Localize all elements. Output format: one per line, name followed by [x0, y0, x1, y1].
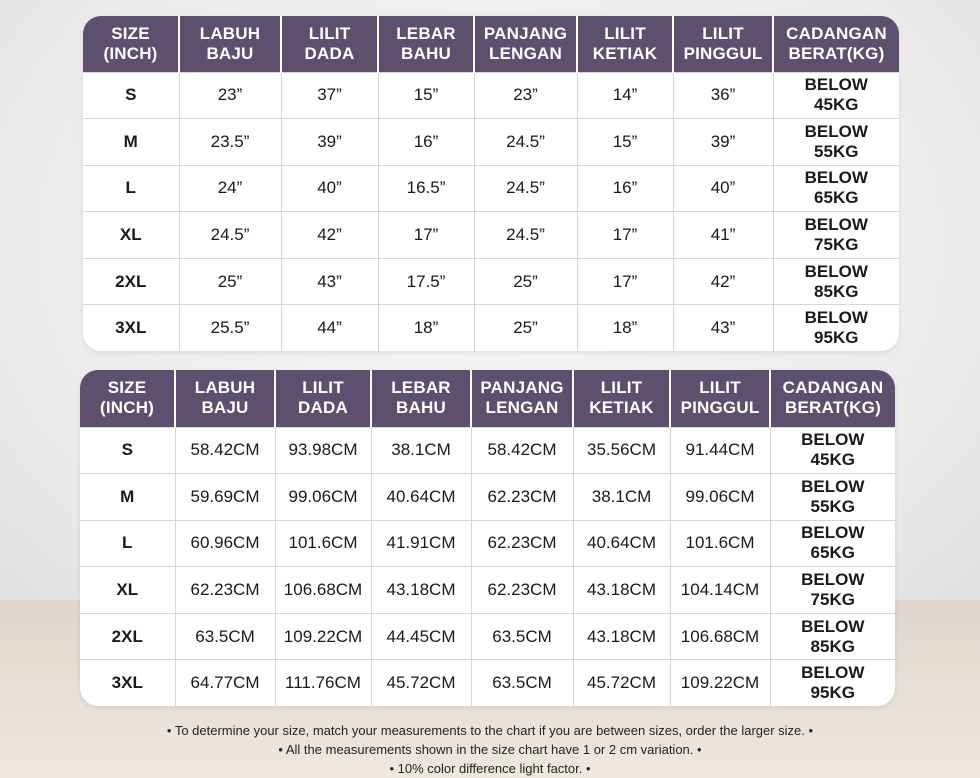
weight-line: BELOW [801, 476, 865, 496]
measurement-cell: 60.96CM [175, 520, 275, 567]
measurement-cell: 17” [378, 212, 474, 259]
measurement-cell: 43” [281, 258, 378, 305]
header-line: KETIAK [592, 43, 658, 63]
header-line: BERAT(KG) [788, 43, 885, 63]
header-line: PANJANG [480, 378, 564, 398]
header-lilit-ketiak [573, 370, 670, 427]
header-line: SIZE [111, 23, 150, 43]
header-line: BAJU [206, 43, 254, 63]
measurement-cell: 58.42CM [175, 427, 275, 474]
table-row [83, 305, 899, 351]
table-row [80, 567, 895, 614]
measurement-cell: 109.22CM [275, 613, 371, 660]
header-cadangan-berat [773, 16, 899, 72]
measurement-cell: 43.18CM [371, 567, 471, 614]
table-row [80, 427, 895, 474]
weight-line: BELOW [801, 523, 865, 543]
measurement-cell: 16” [378, 119, 474, 166]
weight-line: BELOW [804, 215, 868, 235]
measurement-cell: 62.23CM [471, 474, 573, 521]
weight-line: 45KG [810, 450, 855, 470]
header-lebar-bahu [371, 370, 471, 427]
table-row [83, 119, 899, 166]
weight-line: 45KG [814, 95, 859, 115]
header-panjang-lengan [474, 16, 577, 72]
measurement-cell: 43” [673, 305, 773, 351]
measurement-cell: 40.64CM [371, 474, 471, 521]
size-cell: XL [83, 212, 179, 259]
measurement-cell: 62.23CM [175, 567, 275, 614]
header-cadangan-berat [770, 370, 895, 427]
header-line: (INCH) [99, 398, 155, 418]
measurement-cell: 111.76CM [275, 660, 371, 706]
weight-line: 75KG [810, 590, 855, 610]
weight-cell [773, 119, 899, 166]
measurement-cell: 99.06CM [670, 474, 770, 521]
header-line: CADANGAN [786, 23, 887, 43]
weight-cell [770, 474, 895, 521]
measurement-cell: 63.5CM [471, 613, 573, 660]
weight-line: 65KG [810, 543, 855, 563]
measurement-cell: 15” [577, 119, 673, 166]
size-cell: S [80, 427, 175, 474]
weight-line: BELOW [804, 261, 868, 281]
measurement-cell: 16” [577, 165, 673, 212]
weight-line: 85KG [814, 281, 859, 301]
measurement-cell: 64.77CM [175, 660, 275, 706]
weight-cell [773, 212, 899, 259]
size-chart-inch [83, 16, 899, 351]
measurement-cell: 104.14CM [670, 567, 770, 614]
header-panjang-lengan [471, 370, 573, 427]
measurement-cell: 41.91CM [371, 520, 471, 567]
table-row [83, 72, 899, 119]
header-line: LEBAR [396, 23, 456, 43]
measurement-cell: 23” [179, 72, 281, 119]
weight-line: 65KG [814, 188, 859, 208]
size-cell: M [80, 474, 175, 521]
measurement-cell: 43.18CM [573, 567, 670, 614]
measurement-cell: 25” [179, 258, 281, 305]
header-lebar-bahu [378, 16, 474, 72]
measurement-cell: 41” [673, 212, 773, 259]
measurement-cell: 63.5CM [175, 613, 275, 660]
weight-line: 85KG [810, 636, 855, 656]
measurement-cell: 23” [474, 72, 577, 119]
header-line: DADA [304, 43, 355, 63]
table-row [83, 212, 899, 259]
weight-cell [770, 520, 895, 567]
header-lilit-pinggul [673, 16, 773, 72]
size-cell: 2XL [80, 613, 175, 660]
size-cell: M [83, 119, 179, 166]
header-size [83, 16, 179, 72]
weight-line: 55KG [810, 496, 855, 516]
weight-line: BELOW [801, 616, 865, 636]
measurement-cell: 62.23CM [471, 567, 573, 614]
measurement-cell: 36” [673, 72, 773, 119]
measurement-cell: 25” [474, 305, 577, 351]
header-line: DADA [298, 398, 348, 418]
measurement-cell: 44.45CM [371, 613, 471, 660]
measurement-cell: 40” [673, 165, 773, 212]
size-chart-cm [80, 370, 895, 706]
header-line: BAJU [201, 398, 249, 418]
weight-cell [770, 660, 895, 706]
measurement-cell: 35.56CM [573, 427, 670, 474]
header-line: LABUH [199, 23, 261, 43]
weight-line: 55KG [814, 141, 859, 161]
measurement-cell: 109.22CM [670, 660, 770, 706]
measurement-cell: 17.5” [378, 258, 474, 305]
measurement-cell: 37” [281, 72, 378, 119]
header-row [83, 16, 899, 72]
weight-line: BELOW [804, 308, 868, 328]
header-line: BAHU [401, 43, 451, 63]
measurement-cell: 42” [281, 212, 378, 259]
measurement-cell: 14” [577, 72, 673, 119]
weight-cell [770, 613, 895, 660]
table-row [83, 258, 899, 305]
header-line: LENGAN [485, 398, 559, 418]
header-line: CADANGAN [782, 378, 884, 398]
measurement-cell: 24.5” [474, 119, 577, 166]
weight-line: BELOW [804, 121, 868, 141]
weight-cell [773, 305, 899, 351]
size-cell: XL [80, 567, 175, 614]
measurement-cell: 101.6CM [275, 520, 371, 567]
weight-line: 75KG [814, 235, 859, 255]
measurement-cell: 106.68CM [670, 613, 770, 660]
table-row [80, 613, 895, 660]
measurement-cell: 59.69CM [175, 474, 275, 521]
measurement-cell: 24” [179, 165, 281, 212]
header-line: LILIT [604, 23, 646, 43]
measurement-cell: 15” [378, 72, 474, 119]
measurement-cell: 45.72CM [573, 660, 670, 706]
header-line: LENGAN [489, 43, 562, 63]
measurement-cell: 39” [673, 119, 773, 166]
header-labuh-baju [179, 16, 281, 72]
size-cell: 2XL [83, 258, 179, 305]
measurement-cell: 24.5” [474, 212, 577, 259]
weight-line: BELOW [801, 430, 865, 450]
measurement-cell: 43.18CM [573, 613, 670, 660]
header-lilit-ketiak [577, 16, 673, 72]
header-line: LILIT [600, 378, 643, 398]
size-cell: 3XL [80, 660, 175, 706]
measurement-cell: 17” [577, 212, 673, 259]
size-cell: S [83, 72, 179, 119]
measurement-cell: 16.5” [378, 165, 474, 212]
table-row [80, 520, 895, 567]
measurement-cell: 40” [281, 165, 378, 212]
measurement-cell: 45.72CM [371, 660, 471, 706]
size-cell: L [83, 165, 179, 212]
measurement-cell: 93.98CM [275, 427, 371, 474]
header-line: (INCH) [103, 43, 158, 63]
measurement-cell: 63.5CM [471, 660, 573, 706]
measurement-cell: 25.5” [179, 305, 281, 351]
measurement-cell: 18” [378, 305, 474, 351]
note-line: • To determine your size, match your measurements to the chart if you are between sizes, order the larger size. • [166, 723, 814, 738]
weight-line: BELOW [804, 168, 868, 188]
measurement-cell: 39” [281, 119, 378, 166]
size-notes [0, 721, 980, 778]
measurement-cell: 44” [281, 305, 378, 351]
size-cell: L [80, 520, 175, 567]
table-row [83, 165, 899, 212]
table-row [80, 474, 895, 521]
weight-line: BELOW [804, 75, 868, 95]
measurement-cell: 62.23CM [471, 520, 573, 567]
note-line: • 10% color difference light factor. • [389, 761, 591, 776]
measurement-cell: 40.64CM [573, 520, 670, 567]
measurement-cell: 106.68CM [275, 567, 371, 614]
measurement-cell: 24.5” [474, 165, 577, 212]
table-row [80, 660, 895, 706]
header-line: PINGGUL [680, 398, 760, 418]
header-line: BAHU [396, 398, 446, 418]
header-line: LABUH [194, 378, 256, 398]
note-line: • All the measurements shown in the size chart have 1 or 2 cm variation. • [278, 742, 702, 757]
header-lilit-dada [275, 370, 371, 427]
header-row [80, 370, 895, 427]
weight-line: 95KG [814, 328, 859, 348]
header-line: SIZE [107, 378, 147, 398]
header-lilit-dada [281, 16, 378, 72]
measurement-cell: 24.5” [179, 212, 281, 259]
weight-cell [773, 258, 899, 305]
size-table-cm [80, 370, 895, 706]
measurement-cell: 58.42CM [471, 427, 573, 474]
measurement-cell: 38.1CM [371, 427, 471, 474]
header-lilit-pinggul [670, 370, 770, 427]
weight-cell [773, 165, 899, 212]
header-line: LILIT [308, 23, 351, 43]
size-cell: 3XL [83, 305, 179, 351]
weight-cell [770, 567, 895, 614]
measurement-cell: 23.5” [179, 119, 281, 166]
weight-line: BELOW [801, 570, 865, 590]
header-labuh-baju [175, 370, 275, 427]
size-table-inch [83, 16, 899, 351]
weight-line: BELOW [801, 663, 865, 683]
header-line: LILIT [699, 378, 741, 398]
header-line: PINGGUL [683, 43, 763, 63]
measurement-cell: 25” [474, 258, 577, 305]
measurement-cell: 99.06CM [275, 474, 371, 521]
weight-cell [773, 72, 899, 119]
weight-cell [770, 427, 895, 474]
weight-line: 95KG [810, 683, 855, 703]
measurement-cell: 42” [673, 258, 773, 305]
header-size [80, 370, 175, 427]
measurement-cell: 38.1CM [573, 474, 670, 521]
measurement-cell: 101.6CM [670, 520, 770, 567]
header-line: KETIAK [589, 398, 654, 418]
header-line: LILIT [302, 378, 344, 398]
measurement-cell: 91.44CM [670, 427, 770, 474]
header-line: PANJANG [483, 23, 568, 43]
header-line: LEBAR [391, 378, 451, 398]
measurement-cell: 18” [577, 305, 673, 351]
measurement-cell: 17” [577, 258, 673, 305]
header-line: BERAT(KG) [785, 398, 881, 418]
header-line: LILIT [702, 23, 744, 43]
